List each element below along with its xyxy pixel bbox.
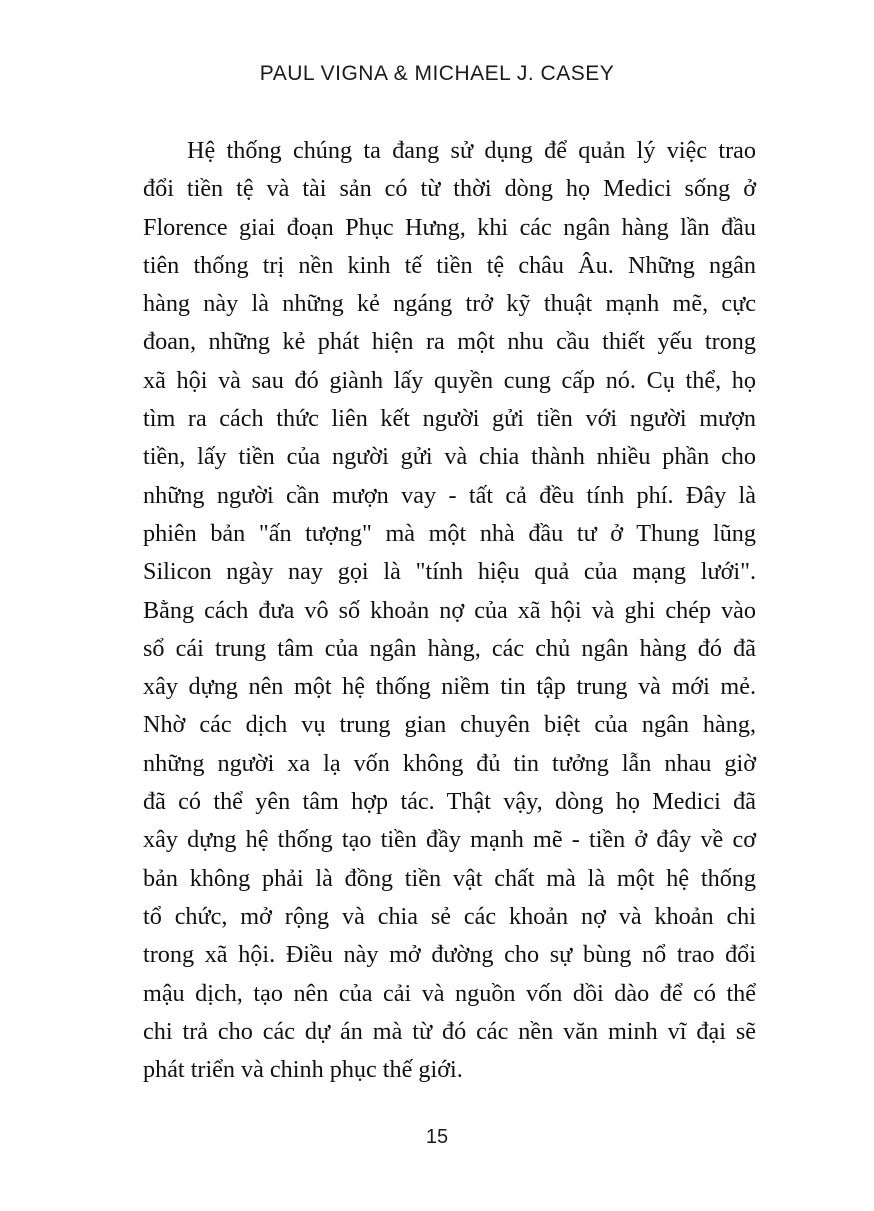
text-line: trong xã hội. Điều này mở đường cho sự bùng nổ trao đổi (143, 941, 756, 969)
text-line: phiên bản "ấn tượng" mà một nhà đầu tư ở Thung lũng (143, 519, 756, 547)
text-line: Bằng cách đưa vô số khoản nợ của xã hội và ghi chép vào (143, 596, 756, 624)
text-line: Nhờ các dịch vụ trung gian chuyên biệt của ngân hàng, (143, 711, 756, 739)
text-line: tìm ra cách thức liên kết người gửi tiền với người mượn (143, 405, 756, 433)
text-line: những người cần mượn vay - tất cả đều tính phí. Đây là (143, 481, 756, 509)
text-line: tiên thống trị nền kinh tế tiền tệ châu Âu. Những ngân (143, 251, 756, 279)
text-line: phát triển và chinh phục thế giới. (143, 1056, 463, 1084)
text-line: những người xa lạ vốn không đủ tin tưởng lẫn nhau giờ (143, 749, 756, 777)
body-paragraph (143, 132, 756, 1089)
text-line: bản không phải là đồng tiền vật chất mà là một hệ thống (143, 864, 756, 892)
text-line: xã hội và sau đó giành lấy quyền cung cấp nó. Cụ thể, họ (143, 366, 756, 394)
text-line: đã có thể yên tâm hợp tác. Thật vậy, dòng họ Medici đã (143, 788, 756, 816)
text-line: chi trả cho các dự án mà từ đó các nền văn minh vĩ đại sẽ (143, 1017, 756, 1045)
text-line: tổ chức, mở rộng và chia sẻ các khoản nợ và khoản chi (143, 902, 756, 930)
text-line: sổ cái trung tâm của ngân hàng, các chủ ngân hàng đó đã (143, 634, 756, 662)
text-line: hàng này là những kẻ ngáng trở kỹ thuật mạnh mẽ, cực (143, 290, 756, 318)
text-line: mậu dịch, tạo nên của cải và nguồn vốn dồi dào để có thể (143, 979, 756, 1007)
page-number: 15 (425, 1126, 449, 1148)
text-line: đoan, những kẻ phát hiện ra một nhu cầu thiết yếu trong (143, 328, 756, 356)
text-line: đổi tiền tệ và tài sản có từ thời dòng họ Medici sống ở (143, 175, 756, 203)
text-line: xây dựng hệ thống tạo tiền đầy mạnh mẽ - tiền ở đây về cơ (143, 826, 756, 854)
text-line: Florence giai đoạn Phục Hưng, khi các ngân hàng lần đầu (143, 213, 756, 241)
text-line: Silicon ngày nay gọi là "tính hiệu quả của mạng lưới". (143, 558, 756, 586)
text-line: tiền, lấy tiền của người gửi và chia thành nhiều phần cho (143, 443, 756, 471)
text-line: Hệ thống chúng ta đang sử dụng để quản lý việc trao (187, 137, 756, 164)
text-line: xây dựng nên một hệ thống niềm tin tập trung và mới mẻ. (143, 673, 756, 701)
running-header: PAUL VIGNA & MICHAEL J. CASEY (259, 62, 615, 85)
